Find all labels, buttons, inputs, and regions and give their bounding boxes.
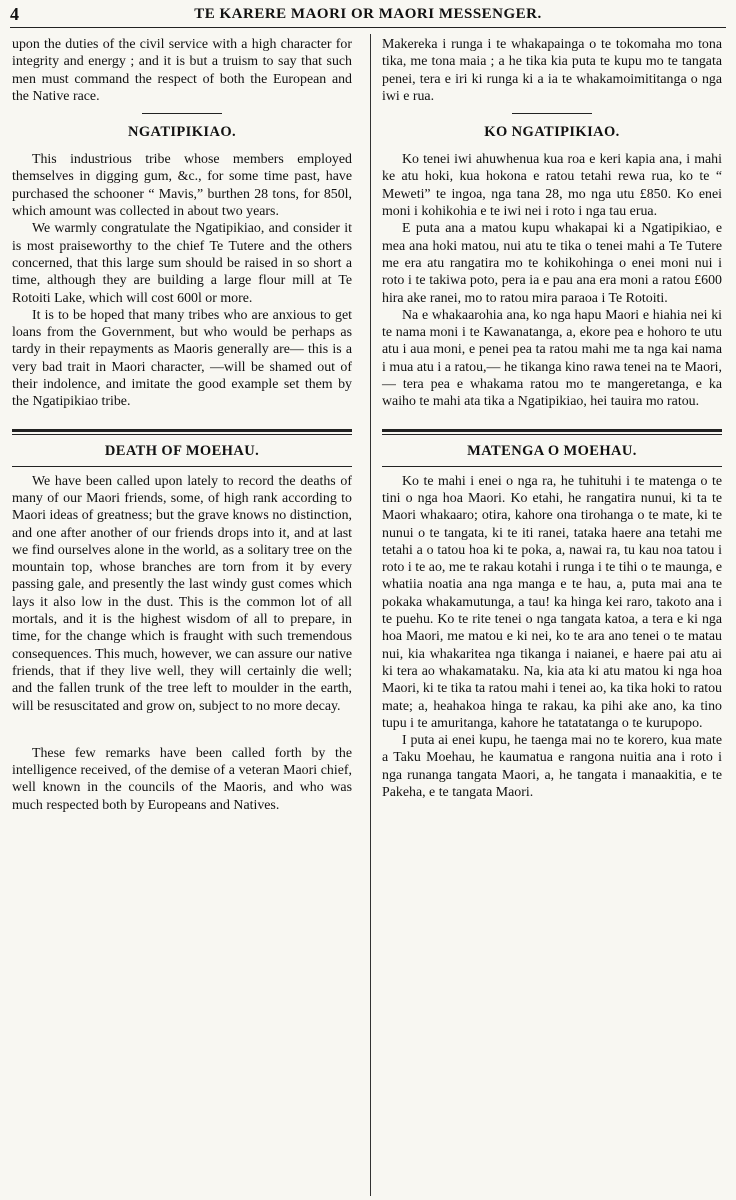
english-column bbox=[12, 36, 352, 814]
page-number: 4 bbox=[10, 4, 19, 24]
heading-death-of-moehau: DEATH OF MOEHAU. bbox=[104, 442, 260, 459]
section-rule bbox=[12, 429, 352, 432]
paragraph-continued: Makereka i runga i te whakapainga o te tokomaha mo tona tika, me tona maia ; a he tika kia puta te kupu mo te tangata penei, tera e iri ki runga ki a ia te whakamoimititanga o nga iwi e rua. bbox=[382, 37, 722, 104]
section-rule bbox=[382, 434, 722, 435]
paragraph: We have been called upon lately to record the deaths of many of our Maori friends, some, of high rank according to Maori ideas of greatness; but the grave knows no distinction, and one after another of our friends drops into it, and at last we find ourselves alone in the world, as a solitary tree on the mountain top, whose branches are torn from it by every passing gale, and presently the last windy gust comes which lays it also low in the dust. This is the common lot of all mortals, and it is the highest wisdom of all to prepare, in time, for the change which is fraught with such tremendous consequences. This much, however, we can assure our native friends, that if they live well, they will certainly die well; and the fallen trunk of the tree left to moulder in the earth, will be resuscitated and grow on, subject to no more decay. bbox=[12, 473, 352, 714]
header-rule bbox=[10, 27, 726, 28]
column-divider bbox=[370, 34, 371, 1196]
section-rule bbox=[382, 429, 722, 432]
paragraph: E puta ana a matou kupu whakapai ki a Ngatipikiao, e mea ana hoki matou, nui atu te tika o tenei mahi a Te Tutere me era atu rangatira mo te kohikohinga o enei moni nui i roto i te takiwa poto, pera ia e pau ana era moni a ratou £600 hira ake ranei, mo to ratou mira paraoa i Te Rotoiti. bbox=[382, 221, 722, 306]
heading-matenga-o-moehau: MATENGA O MOEHAU. bbox=[467, 442, 637, 459]
paragraph: We warmly congratulate the Ngatipikiao, and consider it is most praiseworthy to the chief Te Tutere and the others concerned, that this large sum should be raised in so short a time, although they are building a large flour mill at Te Rotoiti Lake, which will cost 600l or more. bbox=[12, 221, 352, 306]
paragraph-continued: upon the duties of the civil service with a high character for integrity and energy ; and it is but a truism to say that such men must command the respect of both the European and the Native race. bbox=[12, 37, 352, 104]
running-title: TE KARERE MAORI OR MAORI MESSENGER. bbox=[194, 6, 542, 22]
section-rule bbox=[382, 466, 722, 467]
section-rule bbox=[142, 113, 222, 114]
paragraph: Na e whakaarohia ana, ko nga hapu Maori e hiahia nei ki te nama moni i te Kawanatanga, a, ekore pea e hohoro te utu atu i aua moni, e penei pea ta ratou mahi me ta nga kai nama i mua atu i a ratou,— he tikanga kino rawa tenei na te Maori,— tera pea e whakama ratou mo te mangeretanga, e ka waiho te mahi ata tika a Ngatipikiao, hei tauira mo ratou. bbox=[382, 307, 722, 410]
page-header bbox=[10, 4, 726, 26]
paragraph: This industrious tribe whose members employed themselves in digging gum, &c., for some time past, have purchased the schooner “ Mavis,” burthen 28 tons, for 850l, which amount was collected in about two years. bbox=[12, 152, 352, 220]
section-rule bbox=[12, 434, 352, 435]
paragraph: Ko tenei iwi ahuwhenua kua roa e keri kapia ana, i mahi ke atu hoki, kua hokona e ratou tetahi rewa rua, ko te “ Meweti” te ingoa, nga tana 28, mo nga utu £850. Ko enei moni i kohikohia e te iwi nei i roto i nga tau erua. bbox=[382, 152, 722, 220]
paragraph: I puta ai enei kupu, he taenga mai no te korero, kua mate a Taku Moehau, he kaumatua e rangona nuitia ana i roto i nga runanga tangata Maori, a, he tangata i manaakitia, e te Pakeha, e te tangata Maori. bbox=[382, 733, 722, 800]
section-rule bbox=[12, 466, 352, 467]
paragraph: It is to be hoped that many tribes who are anxious to get loans from the Government, but who would be perhaps as tardy in their repayments as Maoris generally are— this is a very bad trait in Maori character, —will be shamed out of their indolence, and imitate the good example set them by the Ngatipikiao tribe. bbox=[12, 307, 352, 410]
heading-ko-ngatipikiao: KO NGATIPIKIAO. bbox=[484, 124, 620, 141]
heading-ngatipikiao: NGATIPIKIAO. bbox=[127, 124, 237, 141]
maori-column bbox=[382, 36, 722, 801]
section-rule bbox=[512, 113, 592, 114]
paragraph: These few remarks have been called forth by the intelligence received, of the demise of a veteran Maori chief, well known in the councils of the Maoris, and who was much respected both by Europeans and Natives. bbox=[12, 745, 352, 813]
paragraph: Ko te mahi i enei o nga ra, he tuhituhi i te matenga o te tini o nga hoa Maori. Ko etahi, he rangatira nunui, ki ta te Maori whakaaro; otira, kahore ona tirohanga o te mate, ki te nunui o te tangata, ki te iti ranei, tataka haere ana tetahi me tetahi a o tatou hoa ki te poka, a, nawai ra, tu kau noa tatou i roto i te ao, me te rakau kotahi i runga i te tihi o te maunga, e whatiia noatia ana nga manga e te hau, a, puta mai ana te pokaka whakamutunga, a tau! ka hinga kei raro, takoto ana i te puehu. Ko te rite tenei o nga tangata katoa, a tera e ki nga hoa Maori, me matou e ki nei, ko te ara ano tenei o te matau nui, kia whakaritea nga tikanga i naianei, e haere pai atu ai ki tera ao whakamataku. Na, kia ata ki atu matou ki nga hoa Maori, ki te tika ta ratou mahi i tenei ao, ka tika hoki to ratou mate; a, heahakoa hinga te rakau, ka pihi ake ano, ka tino tupu i te amuritanga, kahore he tatatatanga o te kurupopo. bbox=[382, 473, 722, 731]
